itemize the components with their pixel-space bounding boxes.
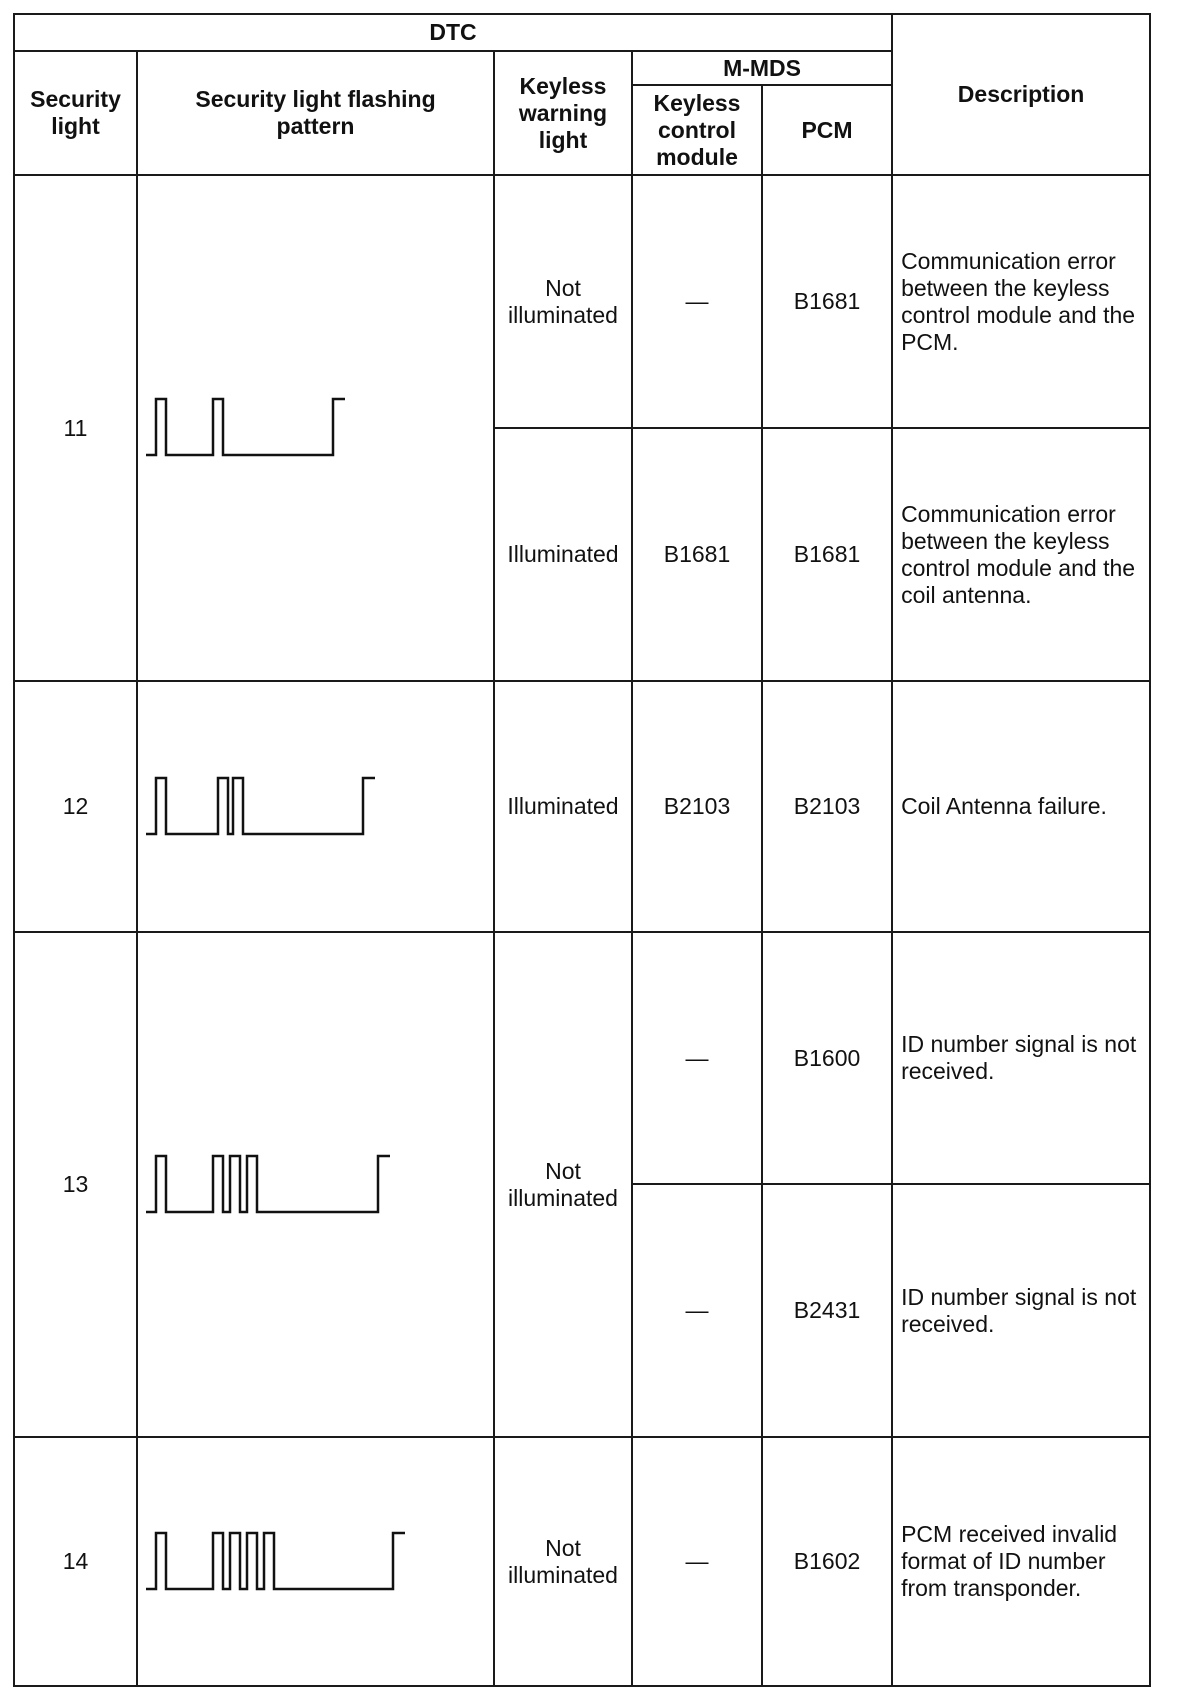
keyless-warning-light-value: Illuminated <box>494 428 632 681</box>
header-pcm: PCM <box>762 85 892 175</box>
security-light-code: 13 <box>14 932 137 1437</box>
kcm-value: B1681 <box>632 428 762 681</box>
kcm-value: — <box>632 932 762 1184</box>
flashing-pattern-12 <box>137 681 494 932</box>
pcm-value: B1681 <box>762 428 892 681</box>
header-keyless-warning-light: Keyless warning light <box>494 51 632 175</box>
flashing-pattern-11-diagram <box>138 388 495 468</box>
kcm-value: B2103 <box>632 681 762 932</box>
keyless-warning-light-value: Not illuminated <box>494 932 632 1437</box>
table-row <box>14 932 1150 1184</box>
dtc-table <box>13 13 1151 1687</box>
keyless-warning-light-value: Illuminated <box>494 681 632 932</box>
flashing-pattern-11 <box>137 175 494 681</box>
flashing-pattern-14-diagram <box>138 1522 495 1602</box>
flashing-pattern-12-diagram <box>138 767 495 847</box>
table-row <box>14 1437 1150 1686</box>
security-light-code: 12 <box>14 681 137 932</box>
flashing-pattern-13 <box>137 932 494 1437</box>
kcm-value: — <box>632 175 762 428</box>
keyless-warning-light-value: Not illuminated <box>494 175 632 428</box>
description-value: ID number signal is not received. <box>892 1184 1150 1437</box>
security-light-code: 14 <box>14 1437 137 1686</box>
header-m-mds: M-MDS <box>632 51 892 85</box>
pcm-value: B2431 <box>762 1184 892 1437</box>
flashing-pattern-14 <box>137 1437 494 1686</box>
pcm-value: B1602 <box>762 1437 892 1686</box>
description-value: Communication error between the keyless control module and the coil antenna. <box>892 428 1150 681</box>
header-security-light: Security light <box>14 51 137 175</box>
kcm-value: — <box>632 1184 762 1437</box>
header-description: Description <box>892 14 1150 175</box>
keyless-warning-light-value: Not illuminated <box>494 1437 632 1686</box>
security-light-code: 11 <box>14 175 137 681</box>
header-flashing-pattern: Security light flashing pattern <box>137 51 494 175</box>
header-dtc: DTC <box>14 14 892 51</box>
pcm-value: B1681 <box>762 175 892 428</box>
header-keyless-control-module: Keyless control module <box>632 85 762 175</box>
description-value: ID number signal is not received. <box>892 932 1150 1184</box>
table-row <box>14 175 1150 428</box>
description-value: PCM received invalid format of ID number from transponder. <box>892 1437 1150 1686</box>
pcm-value: B2103 <box>762 681 892 932</box>
flashing-pattern-13-diagram <box>138 1145 495 1225</box>
description-value: Communication error between the keyless control module and the PCM. <box>892 175 1150 428</box>
table-row <box>14 681 1150 932</box>
kcm-value: — <box>632 1437 762 1686</box>
description-value: Coil Antenna failure. <box>892 681 1150 932</box>
pcm-value: B1600 <box>762 932 892 1184</box>
